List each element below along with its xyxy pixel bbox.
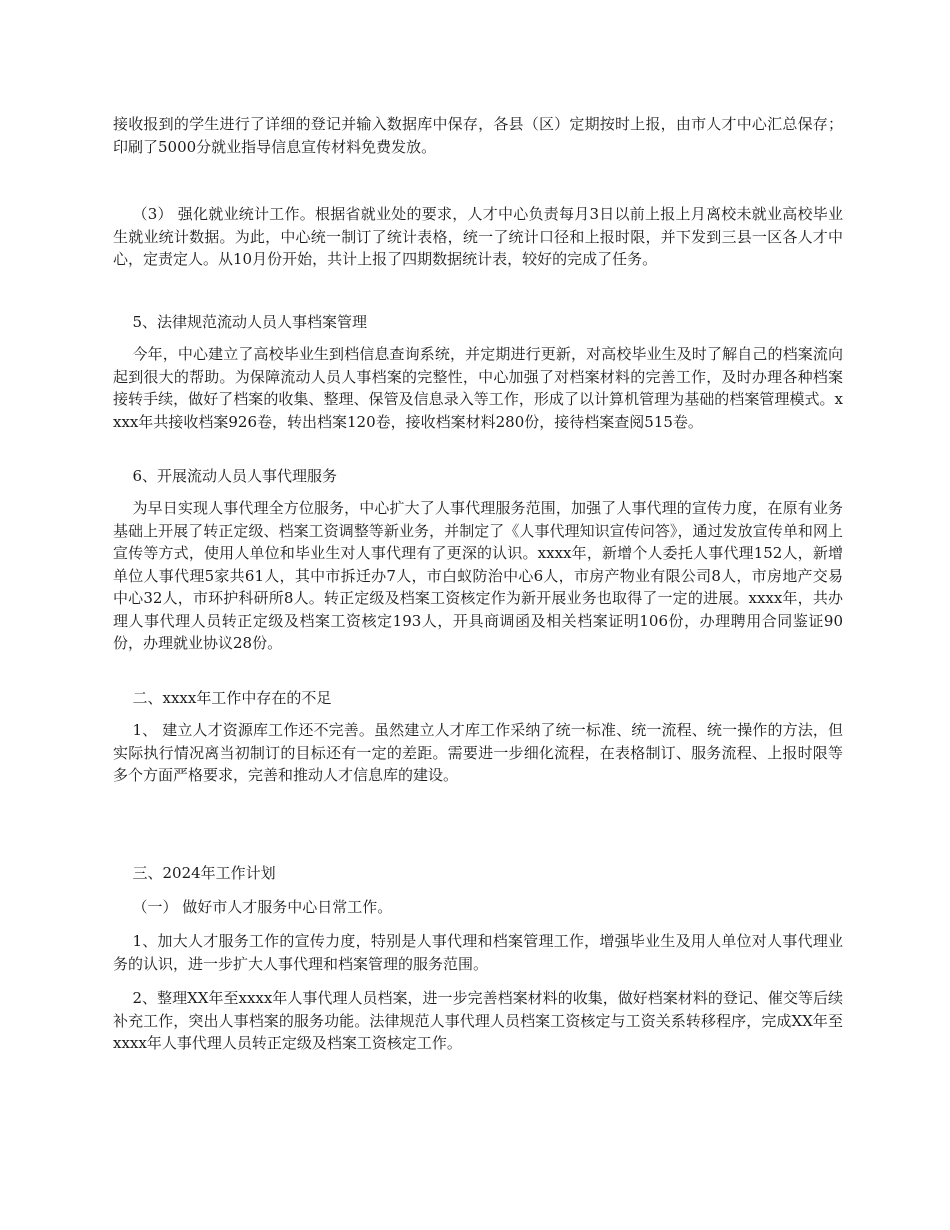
heading-personnel-agency: 6、开展流动人员人事代理服务 <box>132 467 338 485</box>
heading-shortcomings: 二、xxxx年工作中存在的不足 <box>132 689 332 707</box>
heading-work-plan: 三、2024年工作计划 <box>132 864 276 882</box>
paragraph-archive-organizing: 2、整理XX年至xxxx年人事代理人员档案，进一步完善档案材料的收集，做好档案材料的登记、催交等后续补充工作，突出人事档案的服务功能。法律规范人事代理人员档案工资核定与工资关系转移程序，完成XX年至xxxx年人事代理人员转正定级及档案工资核定工作。 <box>113 989 843 1052</box>
paragraph-employment-statistics: （3） 强化就业统计工作。根据省就业处的要求，人才中心负责每月3日以前上报上月离校未就业高校毕业生就业统计数据。为此，中心统一制订了统计表格，统一了统计口径和上报时限，并下发到三县一区各人才中心，定责定人。从10月份开始，共计上报了四期数据统计表，较好的完成了任务。 <box>113 205 843 268</box>
paragraph-talent-database: 1、 建立人才资源库工作还不完善。虽然建立人才库工作采纳了统一标准、统一流程、统一操作的方法，但实际执行情况离当初制订的目标还有一定的差距。需要进一步细化流程，在表格制订、服务流程、上报时限等多个方面严格要求，完善和推动人才信息库的建设。 <box>113 721 843 784</box>
paragraph-student-registration: 接收报到的学生进行了详细的登记并输入数据库中保存，各县（区）定期按时上报，由市人才中心汇总保存；印刷了5000分就业指导信息宣传材料免费发放。 <box>113 115 843 156</box>
paragraph-publicity: 1、加大人才服务工作的宣传力度，特别是人事代理和档案管理工作，增强毕业生及用人单位对人事代理业务的认识，进一步扩大人事代理和档案管理的服务范围。 <box>113 932 843 973</box>
heading-daily-work: （一） 做好市人才服务中心日常工作。 <box>132 898 393 916</box>
heading-archive-management: 5、法律规范流动人员人事档案管理 <box>132 313 368 331</box>
paragraph-archive-management: 今年，中心建立了高校毕业生到档信息查询系统，并定期进行更新，对高校毕业生及时了解自己的档案流向起到很大的帮助。为保障流动人员人事档案的完整性，中心加强了对档案材料的完善工作，及时办理各种档案接转手续，做好了档案的收集、整理、保管及信息录入等工作，形成了以计算机管理为基础的档案管理模式。xxxx年共接收档案926卷，转出档案120卷，接收档案材料280份，接待档案查阅515卷。 <box>113 345 843 431</box>
paragraph-personnel-agency: 为早日实现人事代理全方位服务，中心扩大了人事代理服务范围，加强了人事代理的宣传力度，在原有业务基础上开展了转正定级、档案工资调整等新业务，并制定了《人事代理知识宣传问答》，通过发放宣传单和网上宣传等方式，使用人单位和毕业生对人事代理有了更深的认识。xxxx年，新增个人委托人事代理152人，新增单位人事代理5家共61人，其中市拆迁办7人，市白蚁防治中心6人，市房产物业有限公司8人，市房地产交易中心32人，市环护科研所8人。转正定级及档案工资核定作为新开展业务也取得了一定的进展。xxxx年，共办理人事代理人员转正定级及档案工资核定193人，开具商调函及相关档案证明106份，办理聘用合同鉴证90份，办理就业协议28份。 <box>113 499 843 652</box>
